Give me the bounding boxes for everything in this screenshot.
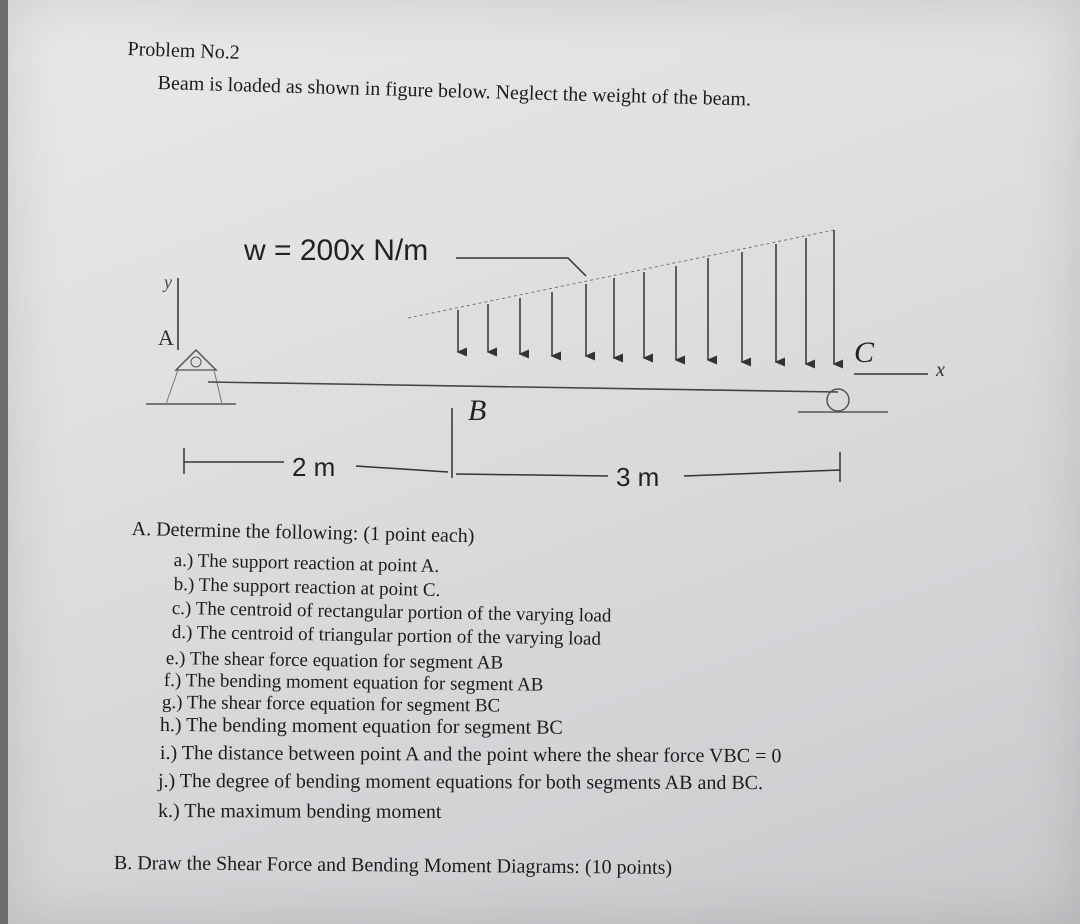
point-c-label: C xyxy=(854,336,875,369)
question-item: f.) The bending moment equation for segment AB xyxy=(163,670,544,696)
point-b-label: B xyxy=(468,394,487,427)
question-item: e.) The shear force equation for segment AB xyxy=(165,648,504,674)
question-item: k.) The maximum bending moment xyxy=(157,800,442,823)
roller-support-c xyxy=(798,389,888,412)
question-item: j.) The degree of bending moment equations for both segments AB and BC. xyxy=(157,770,764,795)
problem-statement: Beam is loaded as shown in figure below. Neglect the weight of the beam. xyxy=(157,72,752,111)
axis-x-label: x xyxy=(936,359,945,381)
beam-figure xyxy=(8,0,1080,520)
load-label: w = 200x N/m xyxy=(244,234,429,267)
load-leader-line xyxy=(456,258,586,276)
problem-title: Problem No.2 xyxy=(127,38,241,64)
question-item: h.) The bending moment equation for segment BC xyxy=(159,714,563,739)
paper-sheet xyxy=(8,0,1080,924)
question-item: c.) The centroid of rectangular portion of the varying load xyxy=(171,598,612,627)
point-a-label: A xyxy=(158,325,174,350)
load-arrows xyxy=(458,230,834,364)
beam-line xyxy=(208,382,838,392)
question-item: b.) The support reaction at point C. xyxy=(173,574,441,602)
axis-y-label: y xyxy=(164,272,172,292)
question-item: g.) The shear force equation for segment BC xyxy=(161,692,501,717)
question-item: a.) The support reaction at point A. xyxy=(173,550,440,578)
question-item: i.) The distance between point A and the point where the shear force VBC = 0 xyxy=(159,742,782,768)
dim-bc-label: 3 m xyxy=(616,462,660,492)
question-item: d.) The centroid of triangular portion of the varying load xyxy=(171,622,602,650)
pin-support-a xyxy=(146,350,236,404)
dim-ab-label: 2 m xyxy=(292,452,336,482)
load-top-edge xyxy=(408,230,834,318)
part-a-heading: A. Determine the following: (1 point each) xyxy=(131,518,475,548)
part-b-heading: B. Draw the Shear Force and Bending Moment Diagrams: (10 points) xyxy=(113,852,673,879)
